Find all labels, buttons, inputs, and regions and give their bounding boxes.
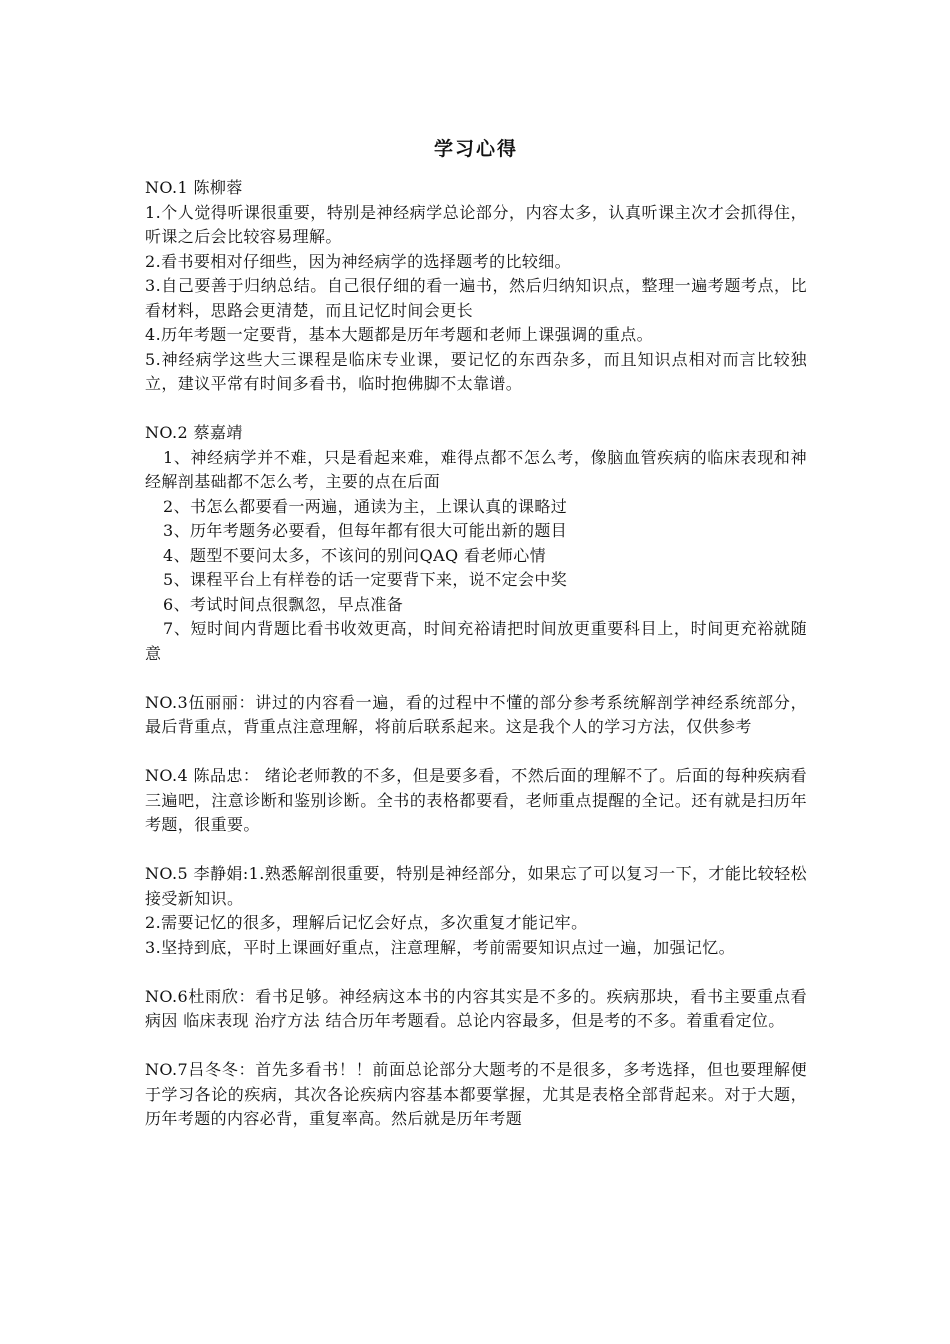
list-item: 7、短时间内背题比看书收效更高，时间充裕请把时间放更重要科目上，时间更充裕就随意 — [145, 619, 807, 663]
paragraph: NO.6杜雨欣：看书足够。神经病这本书的内容其实是不多的。疾病那块，看书主要重点看病因 临床表现 治疗方法 结合历年考题看。总论内容最多，但是考的不多。着重看定位。 — [145, 986, 807, 1030]
paragraph: NO.3伍丽丽：讲过的内容看一遍，看的过程中不懂的部分参考系统解剖学神经系统部分，最后背重点，背重点注意理解，将前后联系起来。这是我个人的学习方法，仅供参考 — [145, 692, 807, 736]
list-item: 3、历年考题务必要看，但每年都有很大可能出新的题目 — [163, 521, 568, 540]
paragraph: 1.个人觉得听课很重要，特别是神经病学总论部分，内容太多，认真听课主次才会抓得住，听课之后会比较容易理解。 — [145, 202, 807, 246]
paragraph: NO.5 李静娟:1.熟悉解剖很重要，特别是神经部分，如果忘了可以复习一下，才能比较轻松接受新知识。 — [145, 864, 807, 908]
list-item: 5、课程平台上有样卷的话一定要背下来，说不定会中奖 — [163, 570, 568, 589]
author-heading: NO.2 蔡嘉靖 — [145, 423, 243, 442]
paragraph: 3.坚持到底，平时上课画好重点，注意理解，考前需要知识点过一遍，加强记忆。 — [145, 937, 736, 957]
document-title: 学习心得 — [433, 138, 518, 160]
list-item: 6、考试时间点很飘忽，早点准备 — [163, 594, 404, 614]
section-no7 — [145, 1058, 807, 1132]
section-no4 — [145, 764, 807, 838]
section-no2 — [145, 421, 807, 666]
author-heading: NO.1 陈柳蓉 — [145, 178, 243, 197]
paragraph: 5.神经病学这些大三课程是临床专业课，要记忆的东西杂多，而且知识点相对而言比较独立，建议平常有时间多看书，临时抱佛脚不太靠谱。 — [145, 349, 807, 393]
paragraph: NO.7吕冬冬：首先多看书！！前面总论部分大题考的不是很多，多考选择，但也要理解便于学习各论的疾病，其次各论疾病内容基本都要掌握，尤其是表格全部背起来。对于大题，历年考题的内容必背，重复率高。然后就是历年考题 — [145, 1060, 807, 1128]
section-no1 — [145, 176, 807, 397]
section-no5 — [145, 862, 807, 960]
section-no3 — [145, 691, 807, 740]
paragraph: 4.历年考题一定要背，基本大题都是历年考题和老师上课强调的重点。 — [145, 325, 654, 344]
list-item: 2、书怎么都要看一两遍，通读为主，上课认真的课略过 — [163, 496, 568, 516]
paragraph: 2.需要记忆的很多，理解后记忆会好点，多次重复才能记牢。 — [145, 913, 588, 932]
list-item: 1、神经病学并不难，只是看起来难，难得点都不怎么考，像脑血管疾病的临床表现和神经解剖基础都不怎么考，主要的点在后面 — [145, 447, 807, 491]
paragraph: 3.自己要善于归纳总结。自己很仔细的看一遍书，然后归纳知识点，整理一遍考题考点，比看材料，思路会更清楚，而且记忆时间会更长 — [145, 276, 807, 320]
list-item: 4、题型不要问太多，不该问的别问QAQ 看老师心情 — [163, 545, 547, 565]
section-no6 — [145, 985, 807, 1034]
paragraph: 2.看书要相对仔细些，因为神经病学的选择题考的比较细。 — [145, 251, 572, 271]
document-page — [145, 136, 807, 1156]
paragraph: NO.4 陈品忠： 绪论老师教的不多，但是要多看，不然后面的理解不了。后面的每种疾病看三遍吧，注意诊断和鉴别诊断。全书的表格都要看，老师重点提醒的全记。还有就是扫历年考题，很重要。 — [145, 766, 807, 834]
